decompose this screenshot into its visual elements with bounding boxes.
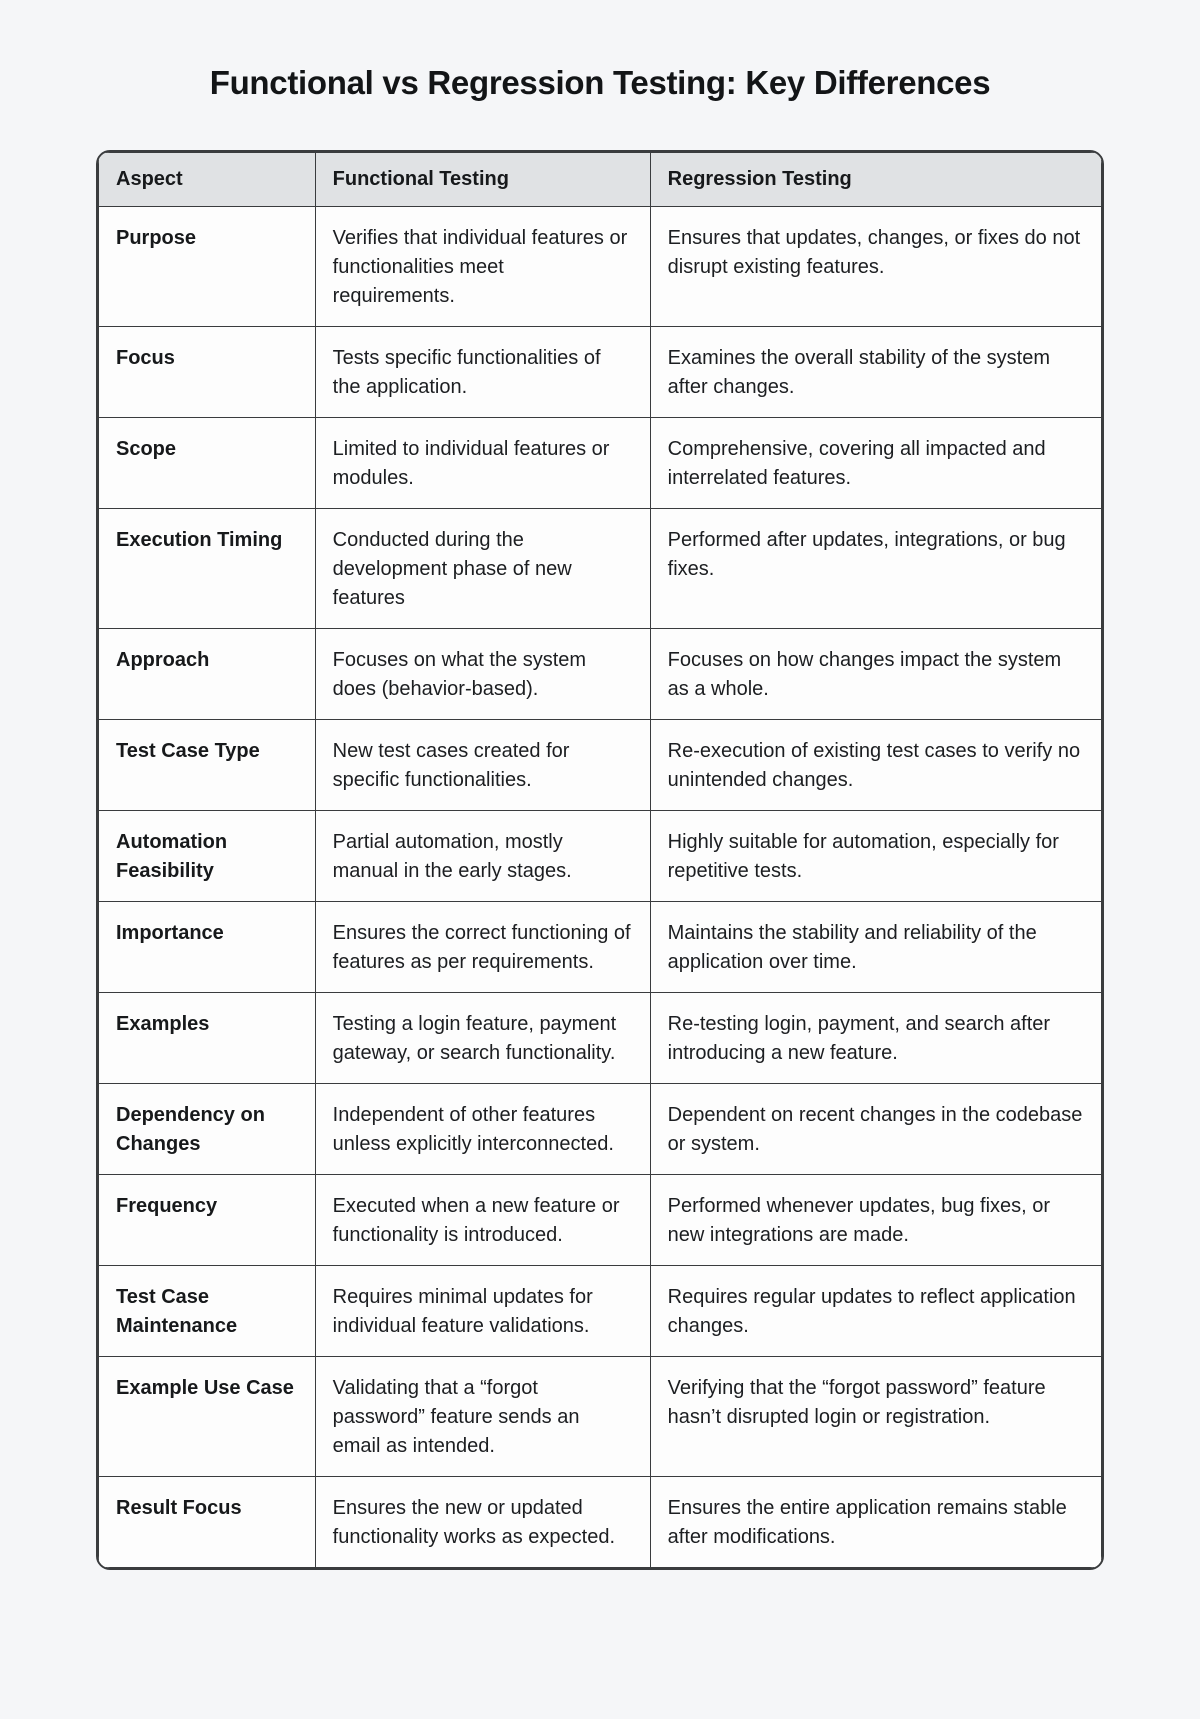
aspect-cell: Execution Timing — [99, 509, 316, 629]
column-header-functional-testing: Functional Testing — [315, 153, 650, 207]
functional-testing-cell: New test cases created for specific functionalities. — [315, 720, 650, 811]
aspect-cell: Automation Feasibility — [99, 811, 316, 902]
table-row — [99, 327, 1102, 418]
functional-testing-cell: Executed when a new feature or functionality is introduced. — [315, 1175, 650, 1266]
aspect-cell: Approach — [99, 629, 316, 720]
aspect-cell: Purpose — [99, 207, 316, 327]
aspect-cell: Frequency — [99, 1175, 316, 1266]
functional-testing-cell: Requires minimal updates for individual feature validations. — [315, 1266, 650, 1357]
functional-testing-cell: Tests specific functionalities of the application. — [315, 327, 650, 418]
table-row — [99, 1175, 1102, 1266]
regression-testing-cell: Ensures that updates, changes, or fixes do not disrupt existing features. — [650, 207, 1101, 327]
column-header-aspect: Aspect — [99, 153, 316, 207]
functional-testing-cell: Partial automation, mostly manual in the early stages. — [315, 811, 650, 902]
regression-testing-cell: Requires regular updates to reflect application changes. — [650, 1266, 1101, 1357]
functional-testing-cell: Ensures the new or updated functionality works as expected. — [315, 1477, 650, 1568]
page-title: Functional vs Regression Testing: Key Differences — [209, 64, 991, 101]
regression-testing-cell: Comprehensive, covering all impacted and interrelated features. — [650, 418, 1101, 509]
regression-testing-cell: Performed after updates, integrations, or bug fixes. — [650, 509, 1101, 629]
table-row — [99, 1477, 1102, 1568]
regression-testing-cell: Re-testing login, payment, and search after introducing a new feature. — [650, 993, 1101, 1084]
aspect-cell: Examples — [99, 993, 316, 1084]
functional-testing-cell: Limited to individual features or modules. — [315, 418, 650, 509]
functional-testing-cell: Validating that a “forgot password” feature sends an email as intended. — [315, 1357, 650, 1477]
table-row — [99, 1266, 1102, 1357]
table-row — [99, 811, 1102, 902]
table-row — [99, 902, 1102, 993]
table-row — [99, 418, 1102, 509]
functional-testing-cell: Focuses on what the system does (behavior-based). — [315, 629, 650, 720]
table-row — [99, 1357, 1102, 1477]
table-body — [99, 207, 1102, 1568]
table-header-row — [99, 153, 1102, 207]
regression-testing-cell: Maintains the stability and reliability of the application over time. — [650, 902, 1101, 993]
aspect-cell: Importance — [99, 902, 316, 993]
aspect-cell: Result Focus — [99, 1477, 316, 1568]
aspect-cell: Example Use Case — [99, 1357, 316, 1477]
functional-testing-cell: Testing a login feature, payment gateway, or search functionality. — [315, 993, 650, 1084]
comparison-table — [98, 152, 1102, 1568]
regression-testing-cell: Verifying that the “forgot password” feature hasn’t disrupted login or registration. — [650, 1357, 1101, 1477]
aspect-cell: Dependency on Changes — [99, 1084, 316, 1175]
regression-testing-cell: Dependent on recent changes in the codebase or system. — [650, 1084, 1101, 1175]
functional-testing-cell: Ensures the correct functioning of features as per requirements. — [315, 902, 650, 993]
functional-testing-cell: Conducted during the development phase of new features — [315, 509, 650, 629]
regression-testing-cell: Performed whenever updates, bug fixes, or new integrations are made. — [650, 1175, 1101, 1266]
table-row — [99, 993, 1102, 1084]
regression-testing-cell: Highly suitable for automation, especially for repetitive tests. — [650, 811, 1101, 902]
aspect-cell: Focus — [99, 327, 316, 418]
table-row — [99, 509, 1102, 629]
table-row — [99, 629, 1102, 720]
table-row — [99, 720, 1102, 811]
regression-testing-cell: Re-execution of existing test cases to verify no unintended changes. — [650, 720, 1101, 811]
regression-testing-cell: Ensures the entire application remains stable after modifications. — [650, 1477, 1101, 1568]
comparison-table-container — [96, 150, 1104, 1570]
aspect-cell: Test Case Maintenance — [99, 1266, 316, 1357]
column-header-regression-testing: Regression Testing — [650, 153, 1101, 207]
regression-testing-cell: Examines the overall stability of the system after changes. — [650, 327, 1101, 418]
table-row — [99, 207, 1102, 327]
aspect-cell: Scope — [99, 418, 316, 509]
aspect-cell: Test Case Type — [99, 720, 316, 811]
regression-testing-cell: Focuses on how changes impact the system as a whole. — [650, 629, 1101, 720]
functional-testing-cell: Verifies that individual features or functionalities meet requirements. — [315, 207, 650, 327]
functional-testing-cell: Independent of other features unless explicitly interconnected. — [315, 1084, 650, 1175]
table-row — [99, 1084, 1102, 1175]
